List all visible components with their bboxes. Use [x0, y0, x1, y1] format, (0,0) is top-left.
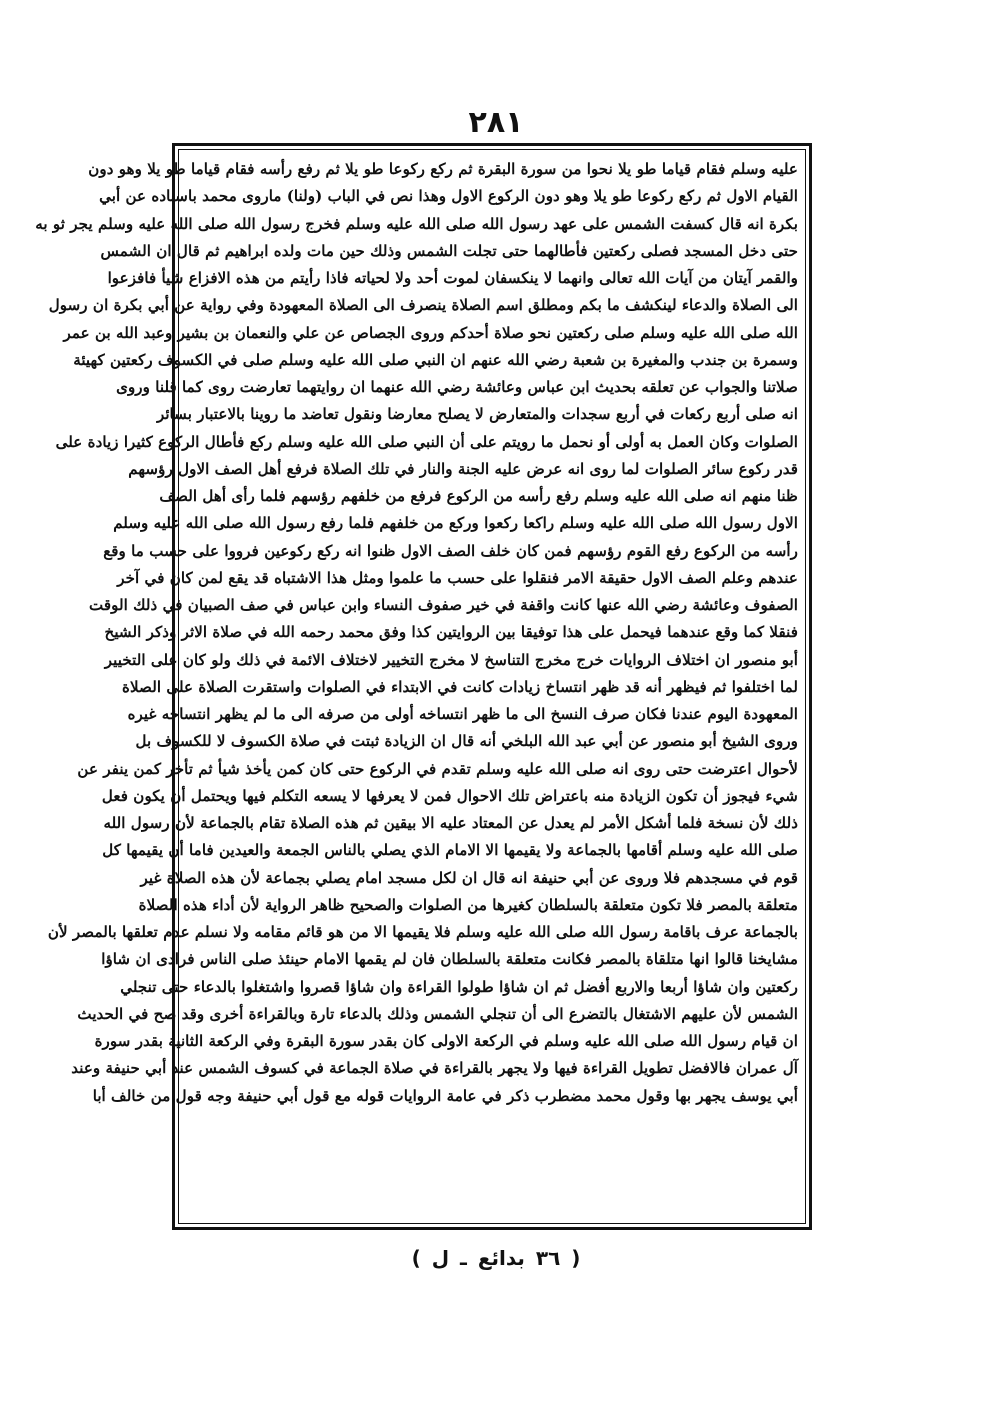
text-line: وسمرة بن جندب والمغيرة بن شعبة رضي الله عنهم ان النبي صلى الله عليه وسلم صلى في الكسوف ركعتين كهيئة [73, 350, 798, 369]
text-line: الصلوات وكان العمل به أولى أو نحمل ما رويتم على أن النبي صلى الله عليه وسلم ركع فأطال الركوع كثيرا زيادة على [55, 432, 798, 451]
text-line: رأسه من الركوع رفع القوم رؤسهم فمن كان خلف الصف الاول ظنوا انه ركع ركوعين فرووا على حسب ما وقع [103, 541, 798, 560]
text-line: قوم في مسجدهم فلا وروى عن أبي حنيفة انه قال ان لكل مسجد امام يصلي بجماعة لأن هذه الصلاة غير [140, 868, 798, 887]
text-line: الى الصلاة والدعاء لينكشف ما بكم ومطلق اسم الصلاة ينصرف الى الصلاة المعهودة وفي رواية عن أبي بكرة ان رسول [48, 296, 798, 315]
text-line: صلى الله عليه وسلم أقامها بالجماعة ولا يقيمها الا الامام الذي يصلي بالناس الجمعة والعيدين فاما أن يقيمها كل [102, 841, 798, 860]
text-line: بكرة انه قال كسفت الشمس على عهد رسول الله صلى الله عليه وسلم فخرج رسول الله صلى الله عليه وسلم يجر ثو به [35, 214, 798, 233]
text-line: حتى دخل المسجد فصلى ركعتين فأطالهما حتى تجلت الشمس وذلك حين مات ولده ابراهيم ثم قال ان الشمس [100, 241, 798, 260]
text-line: ان قيام رسول الله صلى الله عليه وسلم في الركعة الاولى كان بقدر سورة البقرة وفي الركعة الثانية بقدر سورة [94, 1032, 798, 1050]
text-line: عندهم وعلم الصف الاول حقيقة الامر فنقلوا على حسب ما علموا ومثل هذا الاشتباه قد يقع لمن كان في آخر [117, 568, 798, 587]
text-line: والقمر آيتان من آيات الله تعالى وانهما لا ينكسفان لموت أحد ولا لحياته فاذا رأيتم من هذه الافزاع شيأ فافزعوا [107, 269, 798, 287]
text-line: أبي يوسف يجهر بها وقول محمد مضطرب ذكر في عامة الروايات قوله مع قول أبي حنيفة وجه قول من خالف أبا [92, 1086, 798, 1105]
text-line: صلاتنا والجواب عن تعلقه بحديث ابن عباس وعائشة رضي الله عنهما ان روايتهما تعارضت روى كما قلنا وروى [116, 378, 798, 396]
text-line: قدر ركوع سائر الصلوات لما روى انه عرض عليه الجنة والنار في تلك الصلاة فرفع أهل الصف الاول رؤسهم [128, 459, 798, 478]
text-line: أبو منصور ان اختلاف الروايات خرج مخرج التناسخ لا مخرج التخيير لاختلاف الائمة في ذلك ولو كان على التخيير [104, 650, 798, 669]
text-line: شيء فيجوز أن تكون الزيادة منه باعتراض تلك الاحوال فمن لا يعرفها لا يسعه التكلم فيها ويحتمل أن يكون فعل [101, 786, 798, 805]
text-line: فنقلا كما وقع عندهما فيحمل على هذا توفيقا بين الروايتين كذا وفق محمد رحمه الله في صلاة الاثر وذكر الشيخ [104, 623, 798, 642]
text-line: الشمس لأن عليهم الاشتغال بالتضرع الى أن تنجلي الشمس وذلك بالدعاء تارة وبالقراءة أخرى وقد صح في الحديث [77, 1004, 798, 1023]
text-line: لأحوال اعترضت حتى روى انه صلى الله عليه وسلم تقدم في الركوع حتى كان كمن يأخذ شيأ ثم تأخر كمن ينفر عن [77, 759, 798, 778]
page-number: ٢٨١ [468, 105, 524, 140]
text-line: الاول رسول الله صلى الله عليه وسلم راكعا ركعوا وركع من خلفهم فلما رفع رسول الله صلى الله عليه وسلم [113, 514, 798, 533]
text-line: عليه وسلم فقام قياما طو يلا نحوا من سورة البقرة ثم ركع ركوعا طو يلا ثم رفع رأسه فقام قياما طو يلا وهو دون [88, 160, 798, 178]
main-text-block [35, 156, 798, 1220]
text-line: القيام الاول ثم ركع ركوعا طو يلا وهو دون الركوع الاول وهذا نص في الباب (ولنا) ماروى محمد باسناده عن أبي [99, 187, 798, 206]
text-line: مشايخنا قالوا انها متلقاة بالمصر فكانت متعلقة بالسلطان فان لم يقمها الامام حينئذ صلى الناس فرادى ان شاؤا [101, 950, 798, 969]
text-line: الله صلى الله عليه وسلم صلى ركعتين نحو صلاة أحدكم وروى الجصاص عن علي والنعمان بن بشير وعبد الله بن عمر [63, 323, 798, 342]
text-line: متعلقة بالمصر فلا تكون متعلقة بالسلطان كغيرها من الصلوات والصحيح ظاهر الرواية لأن أداء هذه الصلاة [138, 895, 798, 914]
text-line: ذلك لأن نسخة فلما أشكل الأمر لم يعدل عن المعتاد عليه الا بيقين ثم هذه الصلاة تقام بالجماعة لأن رسول الله [103, 814, 798, 832]
text-line: ظنا منهم انه صلى الله عليه وسلم رفع رأسه من الركوع فرفع من خلفهم رؤسهم فلما رأى أهل الصف [159, 487, 798, 505]
text-line: بالجماعة عرف باقامة رسول الله صلى الله عليه وسلم فلا يقيمها الا من هو قائم مقامه ولا نسلم عدم تعلقها بالمصر لأن [47, 923, 798, 941]
text-line: آل عمران فالافضل تطويل القراءة فيها ولا يجهر بالقراءة في صلاة الجماعة في كسوف الشمس عند أبي حنيفة وعند [71, 1059, 798, 1078]
text-line: المعهودة اليوم عندنا فكان صرف النسخ الى ما ظهر انتساخه أولى من صرفه الى ما لم يظهر انتساخه غيره [127, 705, 798, 723]
text-line: انه صلى أربع ركعات في أربع سجدات والمتعارض لا يصلح معارضا ونقول تعاضد ما روينا بالاعتبار بسائر [156, 405, 798, 424]
text-line: وروى الشيخ أبو منصور عن أبي عبد الله البلخي أنه قال ان الزيادة ثبتت في صلاة الكسوف لا للكسوف بل [135, 732, 798, 751]
text-line: لما اختلفوا ثم فيظهر أنه قد ظهر انتساخ زيادات كانت في الابتداء في الصلوات واستقرت الصلاة على الصلاة [122, 677, 798, 696]
text-line: ركعتين وان شاؤا أربعا والاربع أفضل ثم ان شاؤا طولوا القراءة وان شاؤا قصروا واشتغلوا بالدعاء حتى تنجلي [120, 977, 798, 996]
footer-catchword: ( ٣٦ بدائع ـ ل ) [411, 1246, 581, 1270]
text-line: الصفوف وعائشة رضي الله عنها كانت واقفة في خير صفوف النساء وابن عباس في صف الصبيان في ذلك الوقت [88, 596, 798, 614]
